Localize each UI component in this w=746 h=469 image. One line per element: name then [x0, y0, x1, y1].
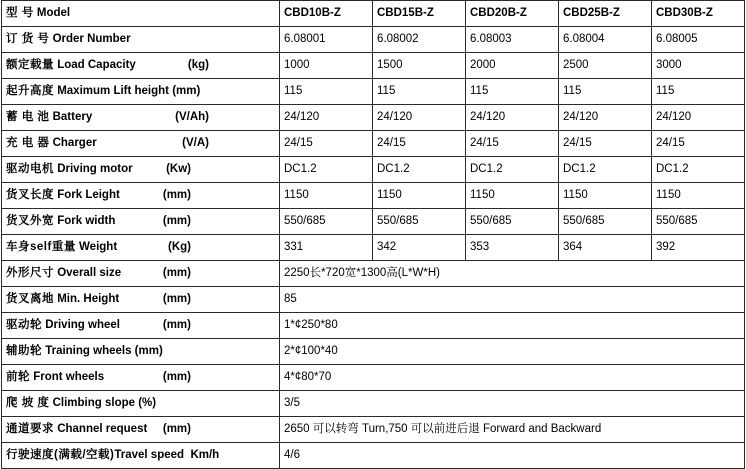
- row-label: 车身self重量 Weight (Kg): [2, 235, 280, 261]
- table-row: [2, 105, 745, 131]
- row-value-5: DC1.2: [652, 157, 745, 183]
- row-value-5: 1150: [652, 183, 745, 209]
- row-label: 货叉长度 Fork Leight (mm): [2, 183, 280, 209]
- row-value-1: 1000: [280, 53, 373, 79]
- table-row: [2, 157, 745, 183]
- row-value-2: 6.08002: [373, 27, 466, 53]
- table-row: [2, 339, 745, 365]
- row-value-3: 6.08003: [466, 27, 559, 53]
- row-label: 行驶速度(满载/空载)Travel speed Km/h: [2, 443, 280, 469]
- row-value-1: 331: [280, 235, 373, 261]
- row-value-4: DC1.2: [559, 157, 652, 183]
- row-value-span: 2650 可以转弯 Turn,750 可以前进后退 Forward and Backward: [280, 417, 745, 443]
- row-label: 蓄 电 池 Battery (V/Ah): [2, 105, 280, 131]
- row-value-3: 550/685: [466, 209, 559, 235]
- row-value-2: DC1.2: [373, 157, 466, 183]
- row-value-1: 6.08001: [280, 27, 373, 53]
- row-value-span: 4*¢80*70: [280, 365, 745, 391]
- table-row: [2, 261, 745, 287]
- row-value-2: 342: [373, 235, 466, 261]
- row-value-span: 4/6: [280, 443, 745, 469]
- row-value-5: 6.08005: [652, 27, 745, 53]
- row-label: 爬 坡 度 Climbing slope (%): [2, 391, 280, 417]
- header-label-model: 型 号 Model: [2, 1, 280, 27]
- row-value-span: 3/5: [280, 391, 745, 417]
- row-value-5: 3000: [652, 53, 745, 79]
- row-value-5: 24/120: [652, 105, 745, 131]
- row-label: 充 电 器 Charger (V/A): [2, 131, 280, 157]
- row-value-4: 24/120: [559, 105, 652, 131]
- row-value-1: 24/15: [280, 131, 373, 157]
- row-value-span: 2250长*720宽*1300高(L*W*H): [280, 261, 745, 287]
- table-row: [2, 365, 745, 391]
- row-label: 驱动轮 Driving wheel (mm): [2, 313, 280, 339]
- row-label: 外形尺寸 Overall size (mm): [2, 261, 280, 287]
- row-value-4: 2500: [559, 53, 652, 79]
- row-value-3: DC1.2: [466, 157, 559, 183]
- row-value-4: 1150: [559, 183, 652, 209]
- row-value-span: 2*¢100*40: [280, 339, 745, 365]
- table-row: [2, 391, 745, 417]
- row-value-span: 1*¢250*80: [280, 313, 745, 339]
- table-row: [2, 417, 745, 443]
- row-value-5: 392: [652, 235, 745, 261]
- table-row: [2, 131, 745, 157]
- table-row: [2, 183, 745, 209]
- row-value-3: 2000: [466, 53, 559, 79]
- table-row: [2, 287, 745, 313]
- row-value-1: 24/120: [280, 105, 373, 131]
- row-label: 货叉离地 Min. Height (mm): [2, 287, 280, 313]
- table-row: [2, 313, 745, 339]
- row-value-5: 24/15: [652, 131, 745, 157]
- table-row: [2, 79, 745, 105]
- header-model-4: CBD25B-Z: [559, 1, 652, 27]
- table-header-row: [2, 1, 745, 27]
- row-label: 货叉外宽 Fork width (mm): [2, 209, 280, 235]
- row-label: 通道要求 Channel request (mm): [2, 417, 280, 443]
- header-model-3: CBD20B-Z: [466, 1, 559, 27]
- row-value-1: 1150: [280, 183, 373, 209]
- row-value-2: 24/15: [373, 131, 466, 157]
- row-label: 前轮 Front wheels (mm): [2, 365, 280, 391]
- table-row: [2, 209, 745, 235]
- row-value-2: 550/685: [373, 209, 466, 235]
- table-body: [2, 1, 745, 469]
- table-row: [2, 27, 745, 53]
- row-value-4: 115: [559, 79, 652, 105]
- table-row: [2, 53, 745, 79]
- specification-table: [1, 0, 745, 469]
- row-label: 订 货 号 Order Number: [2, 27, 280, 53]
- header-model-1: CBD10B-Z: [280, 1, 373, 27]
- row-value-2: 24/120: [373, 105, 466, 131]
- row-value-3: 1150: [466, 183, 559, 209]
- row-value-2: 115: [373, 79, 466, 105]
- row-value-4: 550/685: [559, 209, 652, 235]
- row-value-5: 550/685: [652, 209, 745, 235]
- header-model-2: CBD15B-Z: [373, 1, 466, 27]
- row-label: 驱动电机 Driving motor (Kw): [2, 157, 280, 183]
- row-value-4: 24/15: [559, 131, 652, 157]
- row-value-3: 353: [466, 235, 559, 261]
- row-value-3: 24/15: [466, 131, 559, 157]
- row-value-3: 24/120: [466, 105, 559, 131]
- row-value-4: 6.08004: [559, 27, 652, 53]
- table-row: [2, 443, 745, 469]
- row-value-4: 364: [559, 235, 652, 261]
- row-value-5: 115: [652, 79, 745, 105]
- row-value-span: 85: [280, 287, 745, 313]
- table-row: [2, 235, 745, 261]
- row-label: 额定载量 Load Capacity (kg): [2, 53, 280, 79]
- row-label: 起升高度 Maximum Lift height (mm): [2, 79, 280, 105]
- row-value-3: 115: [466, 79, 559, 105]
- row-value-1: 115: [280, 79, 373, 105]
- row-value-1: 550/685: [280, 209, 373, 235]
- row-value-2: 1150: [373, 183, 466, 209]
- row-label: 辅助轮 Training wheels (mm): [2, 339, 280, 365]
- row-value-1: DC1.2: [280, 157, 373, 183]
- header-model-5: CBD30B-Z: [652, 1, 745, 27]
- row-value-2: 1500: [373, 53, 466, 79]
